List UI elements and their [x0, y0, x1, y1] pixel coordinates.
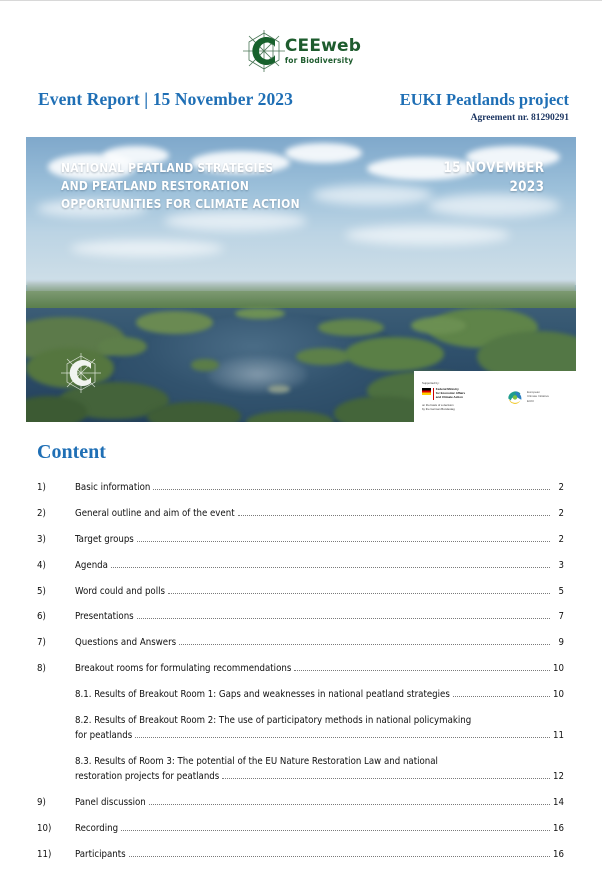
cover-title-line-3: OPPORTUNITIES FOR CLIMATE ACTION — [61, 196, 300, 212]
ceeweb-spiderweb-icon — [241, 28, 287, 74]
toc-leader-dots — [294, 669, 550, 671]
toc-entry[interactable] — [37, 585, 564, 599]
marsh-patch — [191, 359, 219, 370]
toc-leader-dots — [135, 736, 550, 738]
toc-leader-dots — [453, 695, 550, 697]
toc-label: Recording — [75, 823, 119, 835]
toc-leader-dots — [222, 777, 550, 779]
ceeweb-watermark-icon — [58, 350, 104, 396]
german-flag-icon — [422, 388, 431, 395]
toc-entry[interactable] — [37, 822, 564, 836]
toc-page-number: 16 — [553, 823, 564, 835]
toc-leader-dots — [111, 566, 550, 568]
marsh-patch — [136, 311, 213, 334]
toc-page-number: 10 — [553, 663, 564, 675]
ceeweb-logo — [0, 28, 602, 74]
toc-page-number: 12 — [553, 771, 564, 783]
toc-entry[interactable] — [37, 662, 564, 676]
table-of-contents — [37, 481, 564, 874]
toc-number: 5) — [37, 585, 46, 597]
toc-entry-sub[interactable] — [37, 755, 564, 785]
supported-by-label: Supported by: — [422, 380, 440, 385]
euki-logo — [506, 388, 549, 406]
logo-tagline: for Biodiversity — [284, 55, 354, 65]
toc-number: 10) — [37, 823, 52, 835]
toc-page-number: 14 — [553, 797, 564, 809]
toc-number: 1) — [37, 482, 46, 493]
toc-label: General outline and aim of the event — [75, 507, 235, 519]
euki-line-2: Climate Initiative — [527, 394, 550, 399]
marsh-patch — [147, 402, 241, 422]
toc-label: Panel discussion — [75, 797, 146, 809]
toc-page-number: 16 — [553, 849, 564, 861]
cover-title — [61, 159, 300, 213]
agreement-number: Agreement nr. 81290291 — [470, 113, 569, 123]
toc-leader-dots — [129, 855, 550, 857]
event-report-title: Event Report | 15 November 2023 — [38, 89, 293, 109]
toc-number: 8) — [37, 663, 46, 675]
project-header — [400, 90, 569, 123]
cover-title-line-2: AND PEATLAND RESTORATION — [61, 178, 250, 194]
toc-leader-dots — [168, 592, 550, 594]
toc-label-cont: restoration projects for peatlands — [75, 771, 220, 783]
toc-label: Basic information — [75, 482, 151, 493]
toc-number: 4) — [37, 559, 46, 571]
toc-page-number: 7 — [558, 611, 564, 623]
cover-date-line-1: 15 NOVEMBER — [443, 160, 544, 176]
toc-label: Target groups — [75, 533, 134, 545]
toc-label: Questions and Answers — [75, 637, 177, 649]
toc-entry-sub[interactable] — [37, 688, 564, 702]
toc-entry[interactable] — [37, 481, 564, 495]
funder-logos-box — [414, 371, 576, 422]
toc-label: Breakout rooms for formulating recommendations — [75, 663, 292, 675]
toc-page-number: 2 — [558, 507, 564, 519]
toc-entry[interactable] — [37, 848, 564, 862]
toc-number: 7) — [37, 637, 46, 649]
ministry-line-3: and Climate Action — [435, 395, 463, 400]
cloud — [428, 194, 560, 217]
toc-page-number: 10 — [553, 689, 564, 701]
content-heading: Content — [37, 441, 106, 463]
project-title: EUKI Peatlands project — [399, 90, 569, 109]
toc-page-number: 9 — [558, 637, 564, 649]
euki-line-3: EUKI — [527, 398, 535, 403]
toc-leader-dots — [238, 514, 550, 516]
cover-title-line-1: NATIONAL PEATLAND STRATEGIES — [61, 160, 274, 175]
toc-entry[interactable] — [37, 610, 564, 624]
toc-entry[interactable] — [37, 636, 564, 650]
toc-label: Participants — [75, 849, 126, 861]
toc-entry-sub[interactable] — [37, 714, 564, 744]
toc-entry[interactable] — [37, 507, 564, 521]
logo-wordmark: CEEweb — [284, 35, 362, 56]
marsh-patch — [296, 348, 351, 365]
toc-leader-dots — [137, 617, 550, 619]
toc-entry[interactable] — [37, 559, 564, 573]
german-ministry-logo — [422, 382, 494, 412]
cover-date-line-2: 2023 — [509, 178, 544, 195]
basis-line-1: on the basis of a decision — [422, 403, 454, 408]
toc-label-cont: for peatlands — [75, 729, 133, 741]
euki-line-1: European — [527, 390, 541, 395]
logo-divider — [433, 388, 434, 400]
toc-number: 11) — [37, 849, 52, 861]
marsh-patch — [345, 337, 444, 371]
toc-label: Word could and polls — [75, 585, 166, 597]
toc-label: 8.3. Results of Room 3: The potential of the EU Nature Restoration Law and national — [75, 756, 438, 768]
toc-page-number: 11 — [553, 729, 564, 741]
cover-photo — [26, 137, 576, 422]
basis-line-2: by the German Bundestag — [422, 406, 455, 411]
toc-leader-dots — [121, 829, 550, 831]
marsh-patch — [411, 317, 466, 334]
toc-entry[interactable] — [37, 796, 564, 810]
euki-leaf-icon — [506, 388, 524, 406]
toc-label: 8.1. Results of Breakout Room 1: Gaps and weaknesses in national peatland strategies — [75, 689, 450, 701]
toc-page-number: 5 — [558, 585, 564, 597]
toc-leader-dots — [137, 540, 550, 542]
toc-leader-dots — [153, 488, 550, 490]
toc-page-number: 3 — [558, 559, 564, 571]
toc-label: Agenda — [75, 559, 108, 571]
toc-number: 6) — [37, 611, 46, 623]
toc-leader-dots — [149, 803, 550, 805]
toc-page-number: 2 — [558, 533, 564, 545]
cloud — [164, 211, 307, 231]
toc-number: 2) — [37, 507, 46, 519]
toc-number: 3) — [37, 533, 46, 545]
toc-label: 8.2. Results of Breakout Room 2: The use of participatory methods in national policymaking — [75, 715, 472, 727]
cover-date — [443, 159, 544, 197]
toc-number: 9) — [37, 797, 46, 809]
cloud — [70, 240, 224, 257]
ministry-line-2: for Economic Affairs — [435, 391, 466, 396]
toc-page-number: 2 — [558, 482, 564, 493]
toc-entry[interactable] — [37, 533, 564, 547]
ministry-line-1: Federal Ministry — [435, 387, 459, 392]
toc-leader-dots — [179, 643, 550, 645]
toc-label: Presentations — [75, 611, 134, 623]
